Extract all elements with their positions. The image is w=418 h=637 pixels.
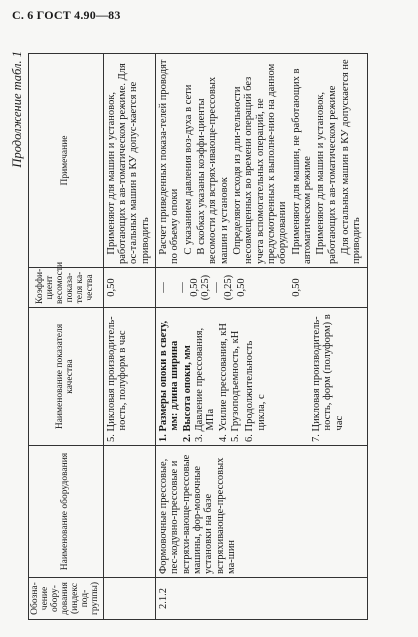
- coefficient-value: —: [158, 282, 170, 293]
- rotated-page: [8, 47, 413, 624]
- coefficient-value: —: [177, 282, 189, 293]
- header-equipment-name: Наименование оборудования: [29, 446, 104, 578]
- note-paragraph: В скобках указаны коэффи-циенты весомости для встрях-ивающе-прессовых машин и установок: [196, 76, 230, 264]
- coefficient-value: —: [211, 282, 223, 293]
- indicator-item: 1. Размеры опоки в свету, мм: длина ширина: [158, 320, 181, 442]
- cell-code: [103, 578, 155, 620]
- header-weight-coefficient: Коэффи-циент весомости показа-теля ка-чества: [29, 268, 104, 308]
- header-equipment-code: Обозна-чение обору-дования (индекс под-группы): [29, 578, 104, 620]
- coefficient-value: (0,25): [200, 274, 212, 301]
- table-row: [103, 54, 155, 620]
- cell-code: 2.1.2: [156, 578, 368, 620]
- indicator-item: 7. Цикловая производитель-ность, форм (полуформ) в час: [311, 314, 345, 442]
- note-paragraph: Применяют для машин и установок, работающих в ав-томатическом режиме: [315, 85, 338, 264]
- note-paragraph: Применяют для машин и установок, работающих в ав-томатическом режиме. Для ос-тальных машин в КУ допус-кается не приводить: [105, 63, 151, 264]
- coefficient-value: (0,25): [222, 274, 234, 301]
- cell-notes: [156, 54, 368, 268]
- cell-equipment: Формовочные прессовые, пес-кодувно-прессовые и встряхи-вающе-прессовые машины, фор-мовочные установки на базе встряхивающе-прессовых ма-шин: [156, 446, 368, 578]
- note-paragraph: С указанием давления воз-духа в сети: [182, 84, 194, 255]
- cell-coefficients: [103, 268, 155, 308]
- header-indicator-name: Наименование показателя качества: [29, 308, 104, 446]
- indicator-item: 6. Продолжительность цикла, с: [244, 340, 267, 442]
- coefficient-value: 0,50: [105, 278, 117, 297]
- coefficient-value: 0,50: [236, 278, 248, 297]
- indicator-item: 2. Высота опоки, мм: [181, 345, 193, 442]
- table-header-row: [29, 54, 104, 620]
- note-paragraph: Применяют для машин, не работающих в автоматическом режиме: [290, 68, 314, 264]
- page-header: С. 6 ГОСТ 4.90—83: [12, 8, 121, 22]
- indicator-item: 4. Усилие прессования, кН: [217, 323, 229, 442]
- table-continuation-title: Продолжение табл. 1: [10, 51, 24, 168]
- cell-notes: [103, 54, 155, 268]
- indicator-item: 5. Цикловая производитель-ность, полуформ в час: [105, 316, 129, 442]
- note-paragraph: Определяют исходя из дли-тельности несовмещенных во времени операций без учета вспомогательных операций, не предусмотренных к выполне-нию на данном оборудовании: [232, 63, 289, 264]
- indicator-item: 3. Давление прессования, МПа: [194, 327, 217, 442]
- table-row: [156, 54, 368, 620]
- cell-equipment: [103, 446, 155, 578]
- header-note: Примечание: [29, 54, 104, 268]
- note-paragraph: Для остальных машин в КУ допускается не приводить: [340, 59, 363, 264]
- cell-coefficients: [156, 268, 368, 308]
- quality-indicators-table: [28, 53, 368, 620]
- note-paragraph: Расчет приведенных показа-телей проводят по объему опоки: [158, 59, 181, 264]
- coefficient-value: 0,50: [188, 278, 200, 297]
- coefficient-value: 0,50: [291, 278, 303, 297]
- cell-indicators: [156, 308, 368, 446]
- indicator-item: 5. Грузоподъемность, кН: [230, 330, 242, 442]
- cell-indicators: [103, 308, 155, 446]
